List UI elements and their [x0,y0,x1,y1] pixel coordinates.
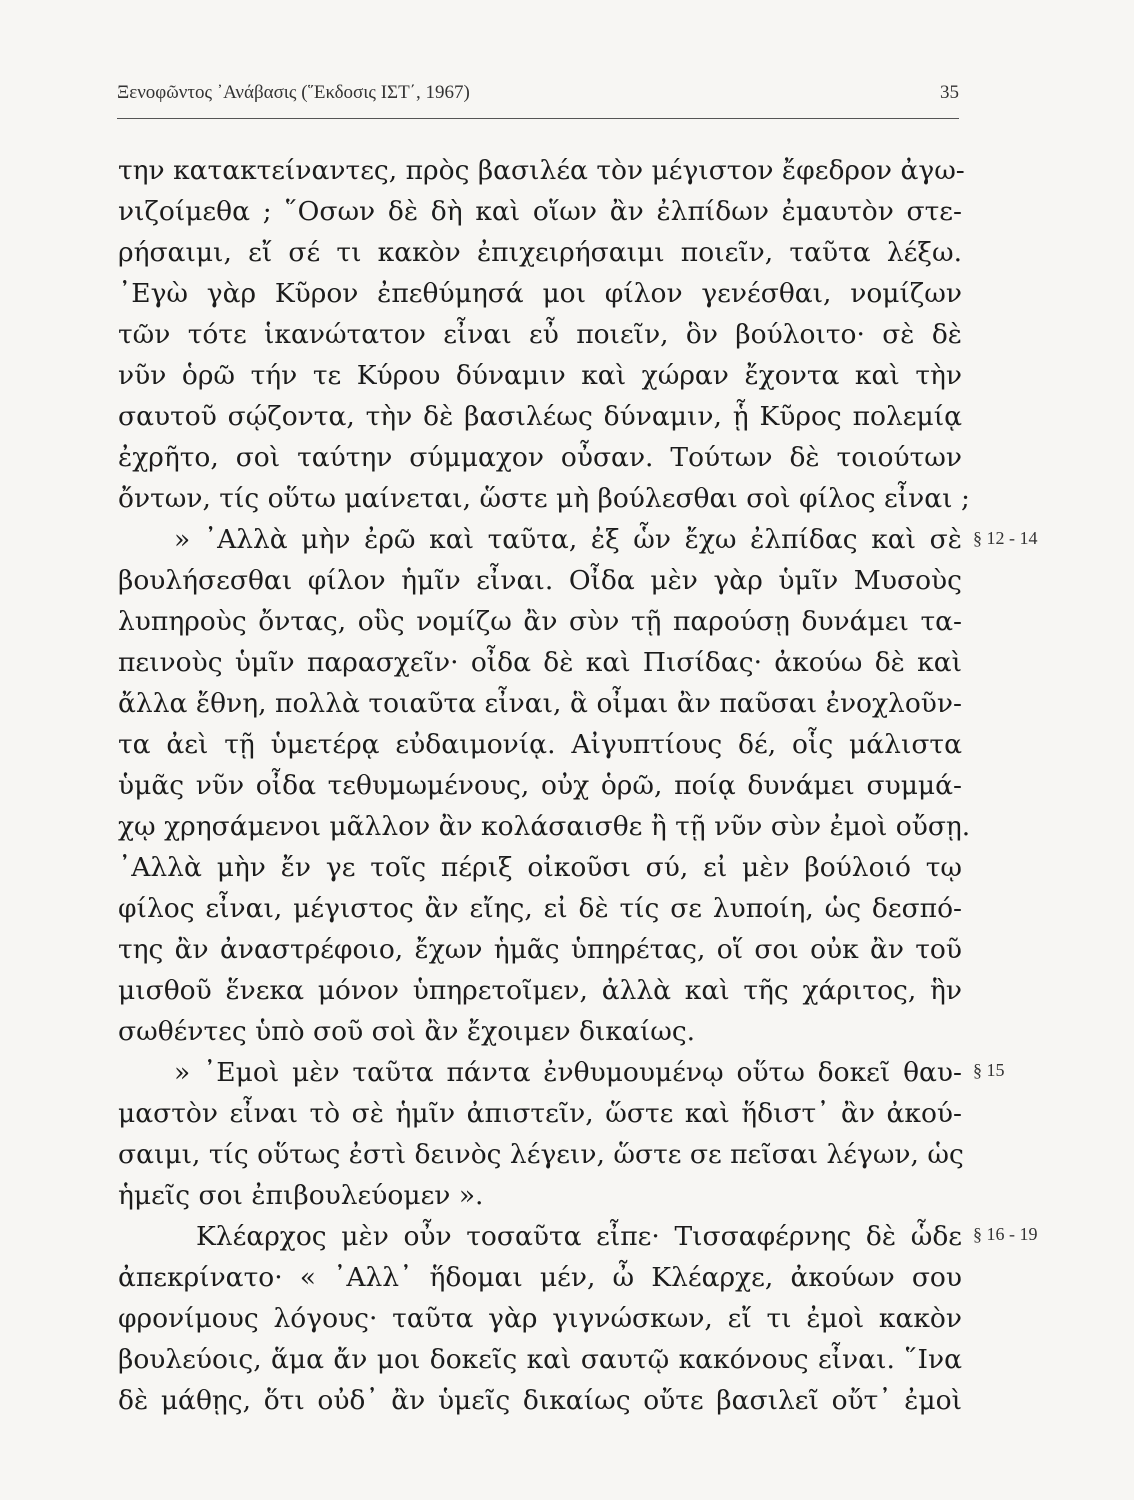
text-line: δὲ μάθῃς, ὅτι οὐδ᾿ ἂν ὑμεῖς δικαίως οὔτε βασιλεῖ οὔτ᾿ ἐμοὶ [118,1385,962,1416]
text-line: ὄντων, τίς οὕτω μαίνεται, ὥστε μὴ βούλεσθαι σοὶ φίλος εἶναι ; [118,483,970,514]
text-line: τα ἀεὶ τῇ ὑμετέρᾳ εὐδαιμονίᾳ. Αἰγυπτίους δέ, οἷς μάλιστα [118,729,962,760]
text-line: φρονίμους λόγους· ταῦτα γὰρ γιγνώσκων, εἴ τι ἐμοὶ κακὸν [118,1303,962,1334]
text-line: τῶν τότε ἱκανώτατον εἶναι εὖ ποιεῖν, ὃν βούλοιτο· σὲ δὲ [118,319,962,350]
text-line: σαυτοῦ σῴζοντα, τὴν δὲ βασιλέως δύναμιν, ᾗ Κῦρος πολεμίᾳ [118,401,962,432]
text-line: βουλεύοις, ἅμα ἄν μοι δοκεῖς καὶ σαυτῷ κακόνους εἶναι. ῞Ινα [118,1344,962,1375]
text-line: Κλέαρχος μὲν οὖν τοσαῦτα εἶπε· Τισσαφέρνης δὲ ὧδε [196,1221,962,1252]
text-line: φίλος εἶναι, μέγιστος ἂν εἴης, εἰ δὲ τίς σε λυποίη, ὡς δεσπό- [118,893,962,924]
text-line: νιζοίμεθα ; ῞Οσων δὲ δὴ καὶ οἵων ἂν ἐλπίδων ἐμαυτὸν στε- [118,196,962,227]
text-line: σωθέντες ὑπὸ σοῦ σοὶ ἂν ἔχοιμεν δικαίως. [118,1016,696,1047]
text-line: ἀπεκρίνατο· « ᾿Αλλ᾿ ἥδομαι μέν, ὦ Κλέαρχε, ἀκούων σου [118,1262,962,1293]
text-line: βουλήσεσθαι φίλον ἡμῖν εἶναι. Οἶδα μὲν γὰρ ὑμῖν Μυσοὺς [118,565,962,596]
margin-note: § 16 - 19 [973,1224,1038,1244]
text-line: » ᾿Εμοὶ μὲν ταῦτα πάντα ἐνθυμουμένῳ οὕτω δοκεῖ θαυ- [174,1057,962,1088]
text-line: μισθοῦ ἕνεκα μόνον ὑπηρετοῖμεν, ἀλλὰ καὶ τῆς χάριτος, ἣν [118,975,962,1006]
text-line: » ᾿Αλλὰ μὴν ἐρῶ καὶ ταῦτα, ἐξ ὧν ἔχω ἐλπίδας καὶ σὲ [174,524,962,555]
running-title: Ξενοφῶντος ᾿Ανάβασις (῞Εκδοσις ΙΣΤ΄, 1967) [117,82,470,103]
text-line: μαστὸν εἶναι τὸ σὲ ἡμῖν ἀπιστεῖν, ὥστε καὶ ἥδιστ᾿ ἂν ἀκού- [118,1098,962,1129]
text-line: ᾿Εγὼ γὰρ Κῦρον ἐπεθύμησά μοι φίλον γενέσθαι, νομίζων [118,278,962,309]
text-line: την κατακτείναντες, πρὸς βασιλέα τὸν μέγιστον ἔφεδρον ἀγω- [118,155,965,186]
text-line: ᾿Αλλὰ μὴν ἔν γε τοῖς πέριξ οἰκοῦσι σύ, εἰ μὲν βούλοιό τῳ [118,852,962,883]
header-rule [117,118,959,119]
body-text [118,150,971,1421]
page-number: 35 [940,82,959,103]
text-line: της ἂν ἀναστρέφοιο, ἔχων ἡμᾶς ὑπηρέτας, οἵ σοι οὐκ ἂν τοῦ [118,934,962,965]
margin-note: § 12 - 14 [973,528,1038,548]
margin-note: § 15 [973,1060,1005,1080]
text-line: σαιμι, τίς οὕτως ἐστὶ δεινὸς λέγειν, ὥστε σε πεῖσαι λέγων, ὡς [118,1139,964,1170]
text-line: νῦν ὁρῶ τήν τε Κύρου δύναμιν καὶ χώραν ἔχοντα καὶ τὴν [118,360,962,391]
text-line: χῳ χρησάμενοι μᾶλλον ἂν κολάσαισθε ἢ τῇ νῦν σὺν ἐμοὶ οὔσῃ. [118,811,971,842]
text-line: ἡμεῖς σοι ἐπιβουλεύομεν ». [118,1180,484,1211]
text-line: ρήσαιμι, εἴ σέ τι κακὸν ἐπιχειρήσαιμι ποιεῖν, ταῦτα λέξω. [118,237,962,268]
text-line: ὑμᾶς νῦν οἶδα τεθυμωμένους, οὐχ ὁρῶ, ποίᾳ δυνάμει συμμά- [118,770,962,801]
text-line: πεινοὺς ὑμῖν παρασχεῖν· οἶδα δὲ καὶ Πισίδας· ἀκούω δὲ καὶ [118,647,962,678]
text-line: ἄλλα ἔθνη, πολλὰ τοιαῦτα εἶναι, ἃ οἶμαι ἂν παῦσαι ἐνοχλοῦν- [118,688,962,719]
text-line: λυπηροὺς ὄντας, οὓς νομίζω ἂν σὺν τῇ παρούσῃ δυνάμει τα- [118,606,962,637]
text-line: ἐχρῆτο, σοὶ ταύτην σύμμαχον οὖσαν. Τούτων δὲ τοιούτων [118,442,962,473]
